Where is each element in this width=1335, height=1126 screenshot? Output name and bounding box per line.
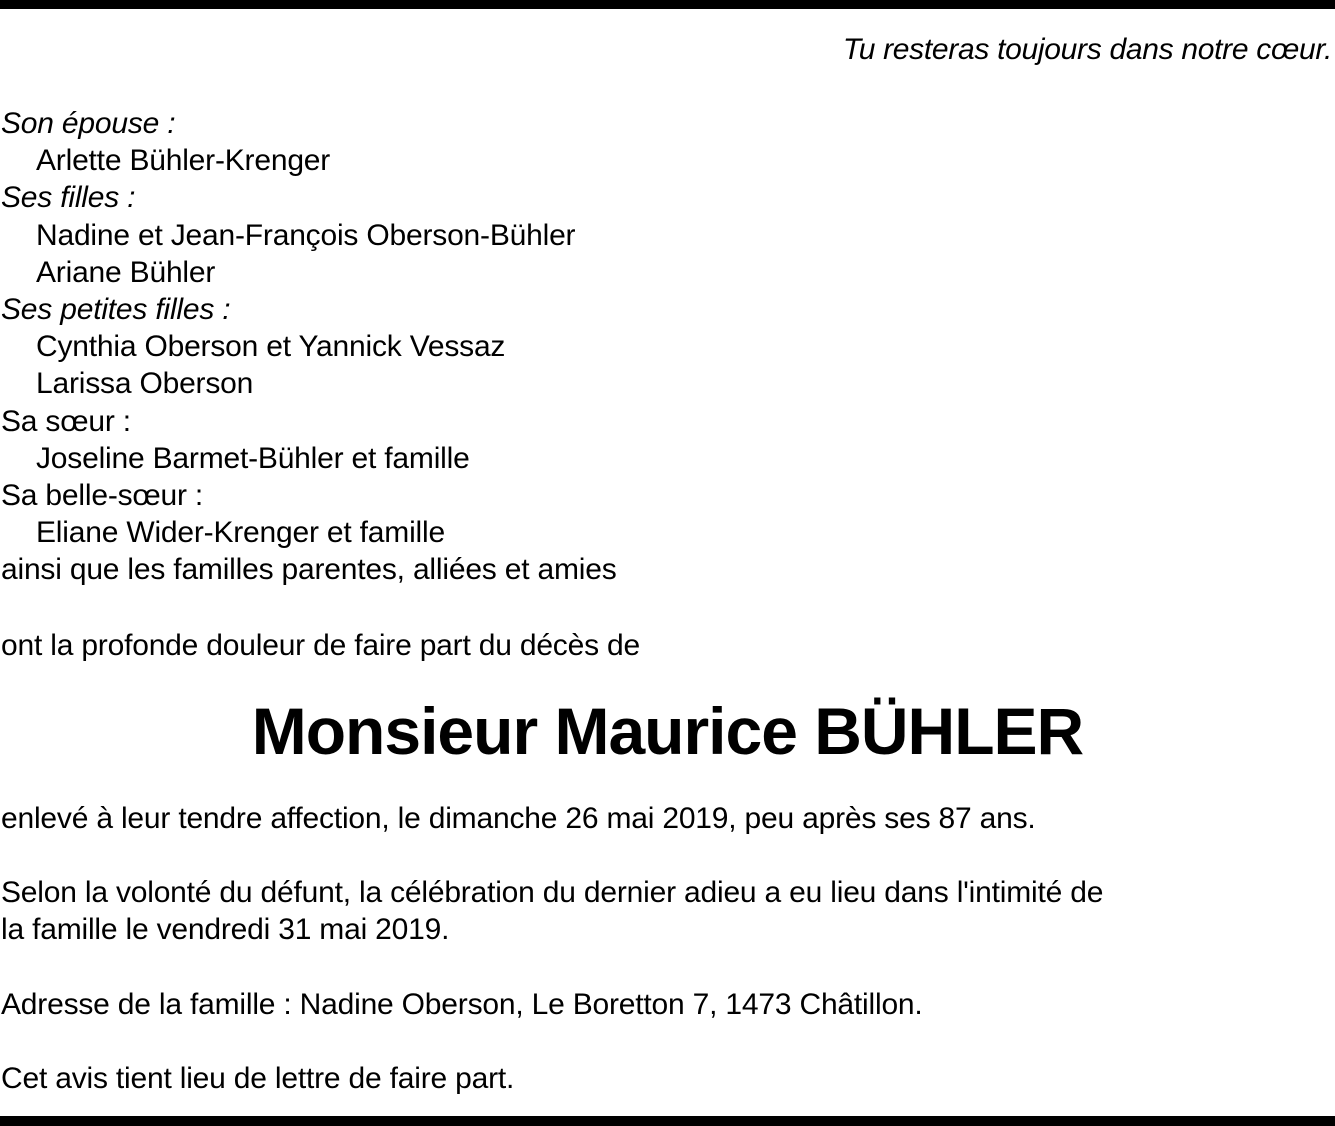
member-daughter-1: Nadine et Jean-François Oberson-Bühler bbox=[36, 218, 576, 252]
member-daughter-2: Ariane Bühler bbox=[36, 255, 216, 289]
role-sister-in-law: Sa belle-sœur : bbox=[1, 478, 204, 512]
role-spouse: Son épouse : bbox=[1, 107, 176, 140]
ceremony-line-1: Selon la volonté du défunt, la célébration du dernier adieu a eu lieu dans l'intimité de bbox=[1, 876, 1104, 909]
family-list bbox=[1, 105, 617, 588]
relatives-line: ainsi que les familles parentes, alliées et amies bbox=[1, 553, 617, 587]
role-daughters: Ses filles : bbox=[1, 181, 136, 215]
member-sister-in-law: Eliane Wider-Krenger et famille bbox=[36, 516, 445, 550]
passing-text: enlevé à leur tendre affection, le dimanche 26 mai 2019, peu après ses 87 ans. bbox=[1, 802, 1036, 835]
bottom-border bbox=[0, 1116, 1335, 1126]
role-sister: Sa sœur : bbox=[1, 404, 131, 438]
role-granddaughters: Ses petites filles : bbox=[1, 292, 231, 326]
ceremony-line-2: la famille le vendredi 31 mai 2019. bbox=[1, 913, 450, 946]
member-granddaughter-1: Cynthia Oberson et Yannick Vessaz bbox=[36, 330, 506, 364]
deceased-name: Monsieur Maurice BÜHLER bbox=[251, 694, 1084, 768]
member-granddaughter-2: Larissa Oberson bbox=[36, 367, 254, 401]
top-border bbox=[0, 0, 1335, 9]
announcement: ont la profonde douleur de faire part du décès de bbox=[1, 629, 640, 662]
family-address: Adresse de la famille : Nadine Oberson, Le Boretton 7, 1473 Châtillon. bbox=[1, 988, 923, 1021]
member-sister: Joseline Barmet-Bühler et famille bbox=[36, 441, 470, 475]
ceremony-text bbox=[1, 874, 1103, 948]
notice-text: Cet avis tient lieu de lettre de faire part. bbox=[1, 1062, 515, 1095]
member-spouse: Arlette Bühler-Krenger bbox=[36, 144, 331, 178]
motto: Tu resteras toujours dans notre cœur. bbox=[842, 33, 1332, 66]
